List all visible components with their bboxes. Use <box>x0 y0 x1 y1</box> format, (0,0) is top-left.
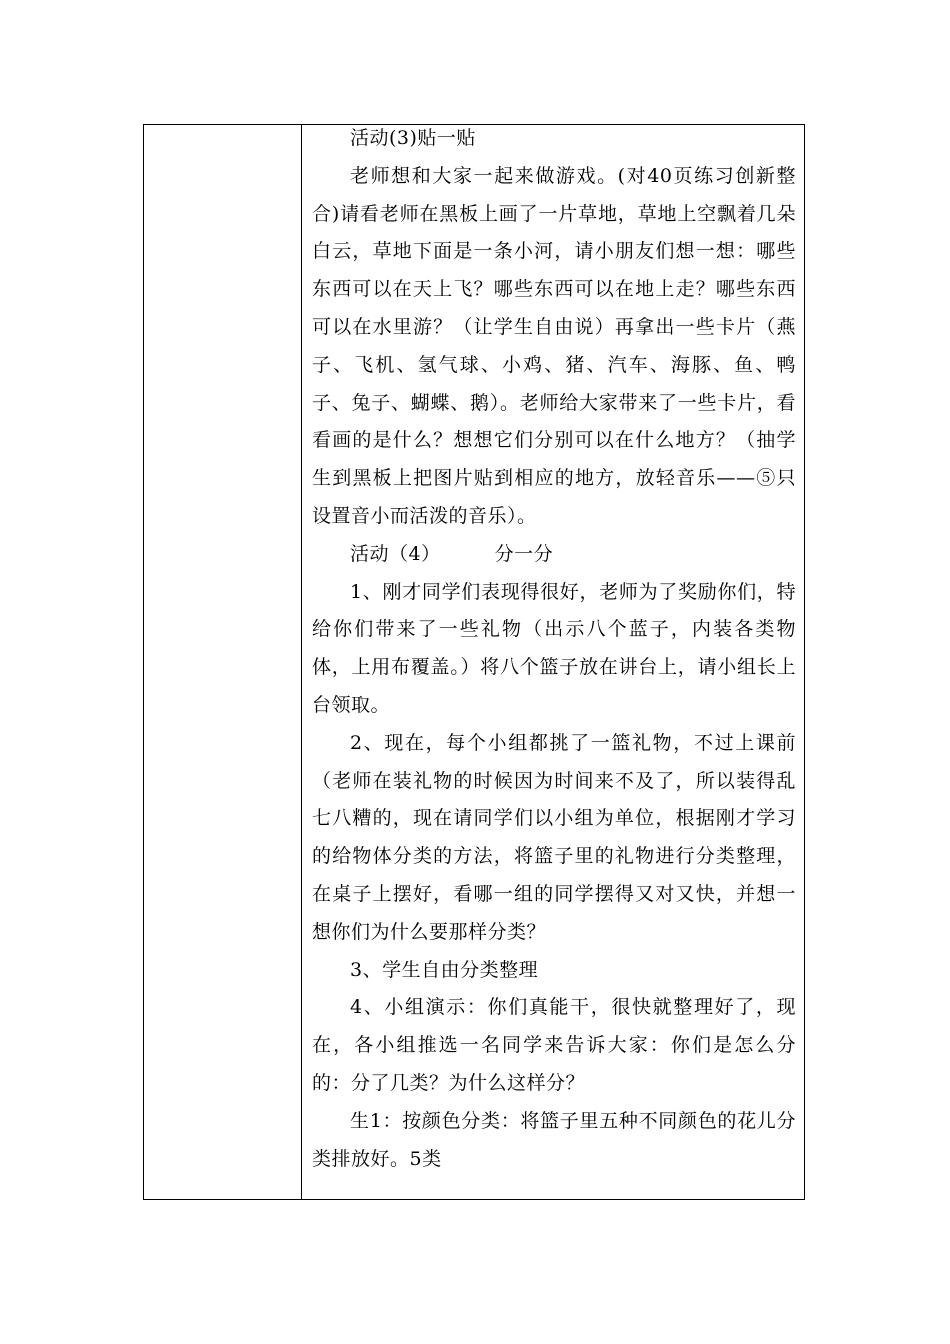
step-2: 2、现在，每个小组都挑了一篮礼物，不过上课前（老师在装礼物的时候因为时间来不及了，所以装得乱七八糟的，现在请同学们以小组为单位，根据刚才学习的给物体分类的方法，将篮子里的礼物进行分类整理，在桌子上摆好，看哪一组的同学摆得又对又快，并想一想你们为什么要那样分类？ <box>312 731 796 943</box>
step-3: 3、学生自由分类整理 <box>350 958 539 981</box>
step-4: 4、小组演示：你们真能干，很快就整理好了，现在，各小组推选一名同学来告诉大家：你们是怎么分的：分了几类？为什么这样分？ <box>312 996 796 1094</box>
activity-4-label: 活动（4） <box>350 542 441 565</box>
step-1: 1、刚才同学们表现得很好，老师为了奖励你们，特给你们带来了一些礼物（出示八个蓝子，内装各类物体，上用布覆盖。）将八个篮子放在讲台上，请小组长上台领取。 <box>312 580 796 716</box>
activity-3-body: 老师想和大家一起来做游戏。(对40页练习创新整合)请看老师在黑板上画了一片草地，草地上空飘着几朵白云，草地下面是一条小河，请小朋友们想一想：哪些东西可以在天上飞？哪些东西可以在地上走？哪些东西可以在水里游？（让学生自由说）再拿出一些卡片（燕子、飞机、氢气球、小鸡、猪、汽车、海豚、鱼、鸭子、兔子、蝴蝶、鹅）。老师给大家带来了一些卡片，看看画的是什么？想想它们分别可以在什么地方？（抽学生到黑板上把图片贴到相应的地方，放轻音乐——⑤只设置音小而活泼的音乐）。 <box>312 164 796 527</box>
activity-4-heading <box>312 536 796 574</box>
activity-4-title: 分一分 <box>494 542 554 565</box>
table-left-cell <box>144 125 302 1199</box>
activity-3-heading: 活动(3)贴一贴 <box>350 127 476 149</box>
table-right-cell <box>302 125 804 1199</box>
student-answer-1: 生1：按颜色分类：将篮子里五种不同颜色的花儿分类排放好。5类 <box>312 1109 796 1170</box>
lesson-table <box>143 124 805 1200</box>
